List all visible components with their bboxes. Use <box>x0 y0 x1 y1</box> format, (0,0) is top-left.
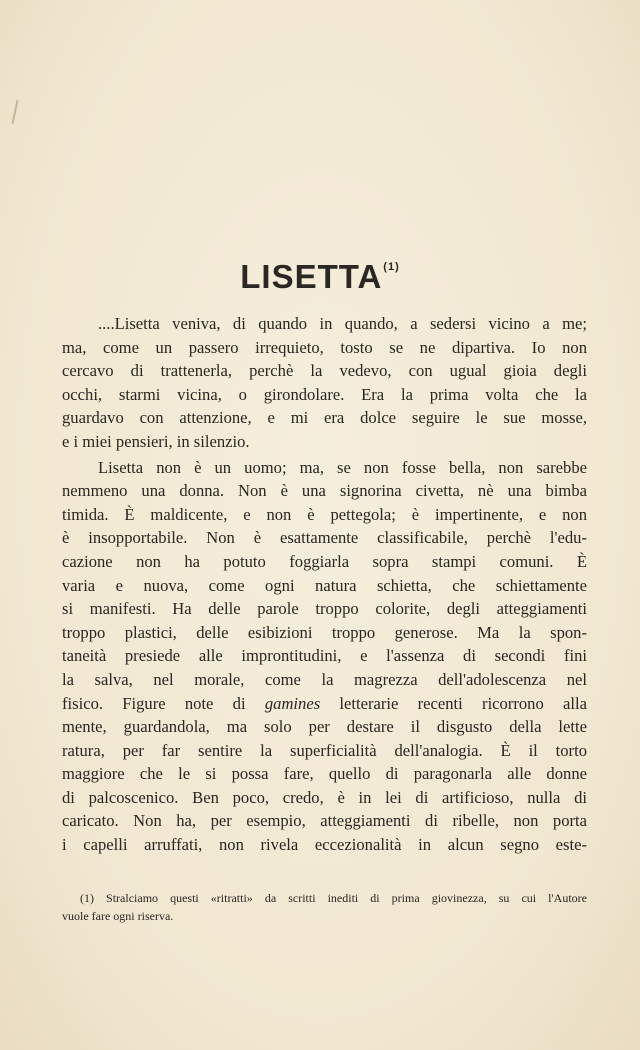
text-line: nemmeno una donna. Non è una signorina civetta, nè una bimba <box>62 481 587 501</box>
text-line: cercavo di trattenerla, perchè la vedevo, con ugual gioia degli <box>62 361 587 381</box>
text-line: fisico. Figure note di gamines letterarie recenti ricorrono alla <box>62 693 587 713</box>
body-text <box>62 312 587 857</box>
text-line: caricato. Non ha, per esempio, atteggiamenti di ribelle, non porta <box>62 811 587 831</box>
text-line: timida. È maldicente, e non è pettegola; è impertinente, e non <box>62 504 587 524</box>
text-line: occhi, starmi vicina, o girondolare. Era la prima volta che la <box>62 384 587 404</box>
text-line: cazione non ha potuto foggiarla sopra stampi comuni. È <box>62 551 587 571</box>
text-line: mente, guardandola, ma solo per destare il disgusto della lette <box>62 717 587 737</box>
text-line: taneità presiede alle improntitudini, e l'assenza di secondi fini <box>62 646 587 666</box>
text-line: di palcoscenico. Ben poco, credo, è in lei di artificioso, nulla di <box>62 787 587 807</box>
chapter-title <box>0 258 640 296</box>
text-line: la salva, nel morale, come la magrezza dell'adolescenza nel <box>62 669 587 689</box>
text-line: è insopportabile. Non è esattamente classificabile, perchè l'edu- <box>62 528 587 548</box>
text-line: maggiore che le si possa fare, quello di paragonarla alle donne <box>62 764 587 784</box>
text-line: varia e nuova, come ogni natura schietta, che schiettamente <box>62 575 587 595</box>
text-line: ratura, per far sentire la superficialità dell'analogia. È il torto <box>62 740 587 760</box>
footnote-line: vuole fare ogni riserva. <box>62 909 174 923</box>
text-line: e i miei pensieri, in silenzio. <box>62 431 250 451</box>
footnote-line: (1) Stralciamo questi «ritratti» da scritti inediti di prima giovinezza, su cui l'Autore <box>80 891 587 905</box>
text-line: guardavo con attenzione, e mi era dolce seguire le sue mosse, <box>62 408 587 428</box>
text-line: si manifesti. Ha delle parole troppo colorite, degli atteggiamenti <box>62 599 587 619</box>
ink-mark <box>12 100 19 124</box>
text-line: i capelli arruffati, non rivela eccezionalità in alcun segno este- <box>62 835 587 855</box>
text-line: ma, come un passero irrequieto, tosto se ne dipartiva. Io non <box>62 337 587 357</box>
italic-word: gamines <box>264 693 321 713</box>
text-line: ....Lisetta veniva, di quando in quando, a sedersi vicino a me; <box>98 314 587 333</box>
text-line: Lisetta non è un uomo; ma, se non fosse bella, non sarebbe <box>98 457 587 477</box>
chapter-title-text: LISETTA <box>240 258 383 296</box>
footnote-marker: (1) <box>383 261 400 274</box>
footnote <box>62 889 587 925</box>
text-line: troppo plastici, delle esibizioni troppo generose. Ma la spon- <box>62 622 587 642</box>
